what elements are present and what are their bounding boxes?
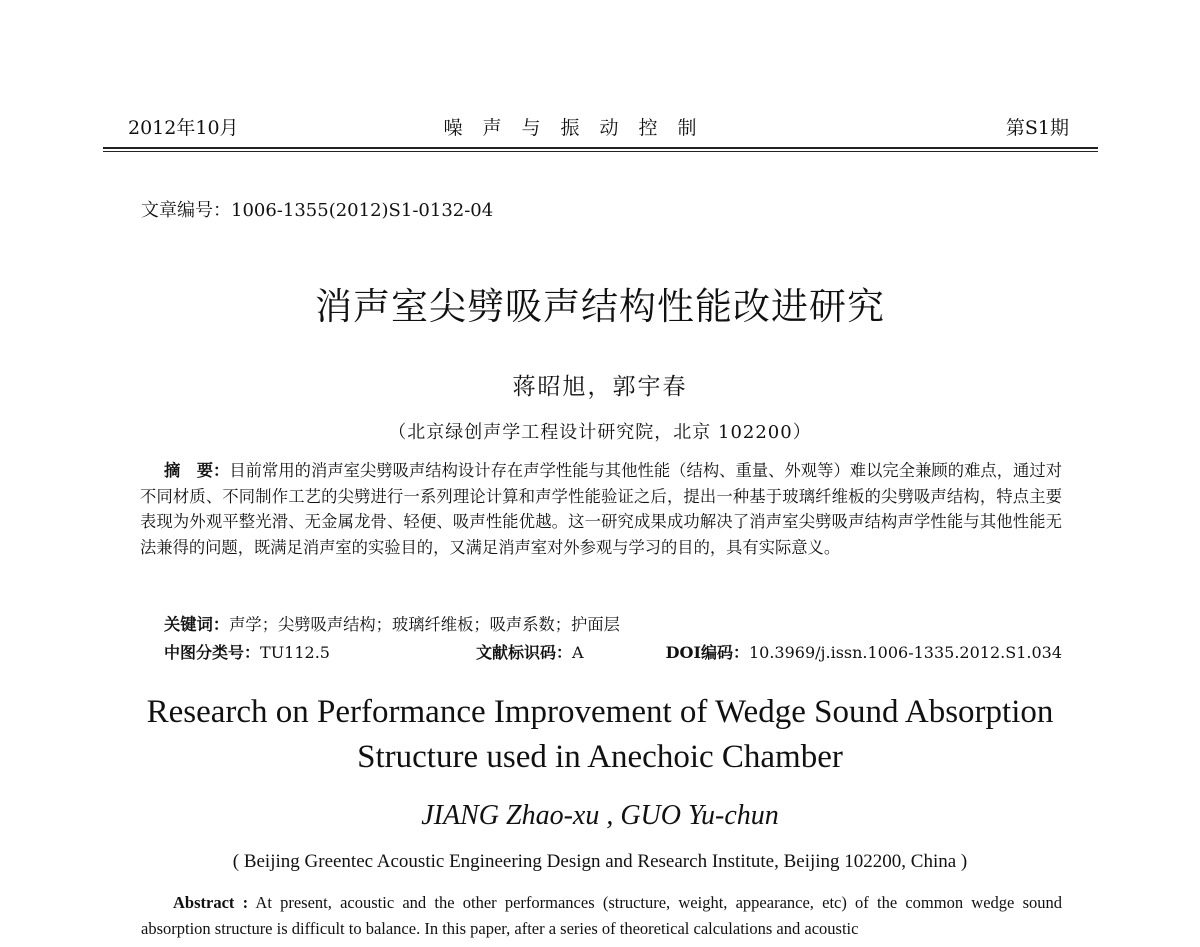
title-chinese: 消声室尖劈吸声结构性能改进研究 [315,285,885,328]
doi [666,640,1062,663]
article-number: 文章编号：1006-1355(2012)S1-0132-04 [141,200,494,221]
header-rule-thick [103,147,1098,149]
affiliation-english: ( Beijing Greentec Acoustic Engineering Design and Research Institute, Beijing 102200, China ) [232,851,968,872]
title-english-line-2: Structure used in Anechoic Chamber [357,739,843,775]
abstract-english-label: Abstract : [173,893,249,912]
authors-chinese: 蒋昭旭，郭宇春 [512,374,688,400]
doi-label: DOI编码： [665,643,749,662]
header-journal-name: 噪声与振动控制 [443,117,717,139]
keywords-text: 声学；尖劈吸声结构；玻璃纤维板；吸声系数；护面层 [229,615,620,634]
abstract-english-text: At present, acoustic and the other performances (structure, weight, appearance, etc) of the common wedge sound absorption structure is difficult to balance. In this paper, after a series of theoretical calculations and acoustic [141,893,1062,938]
abstract-chinese [140,458,1062,560]
affiliation-chinese: （北京绿创声学工程设计研究院，北京 102200） [388,422,812,443]
document-code [476,640,584,663]
document-code-value: A [572,643,584,662]
doi-value: 10.3969/j.issn.1006-1335.2012.S1.034 [748,643,1062,662]
keywords-chinese [164,611,620,635]
classification-code-value: TU112.5 [260,643,330,662]
abstract-chinese-label: 摘 要： [164,461,230,480]
classification-code-label: 中图分类号： [164,643,261,662]
keywords-label: 关键词： [164,615,230,634]
abstract-english [141,890,1062,942]
authors-english: JIANG Zhao-xu , GUO Yu-chun [421,800,779,831]
classification-code [164,640,330,663]
abstract-chinese-text: 目前常用的消声室尖劈吸声结构设计存在声学性能与其他性能（结构、重量、外观等）难以完全兼顾的难点，通过对不同材质、不同制作工艺的尖劈进行一系列理论计算和声学性能验证之后，提出一种基于玻璃纤维板的尖劈吸声结构，特点主要表现为外观平整光滑、无金属龙骨、轻便、吸声性能优越。这一研究成果成功解决了消声室尖劈吸声结构声学性能与其他性能无法兼得的问题，既满足消声室的实验目的，又满足消声室对外参观与学习的目的，具有实际意义。 [140,461,1062,557]
document-code-label: 文献标识码： [476,643,573,662]
title-english-line-1: Research on Performance Improvement of Wedge Sound Absorption [146,694,1054,730]
header-rule-thin [103,151,1098,152]
title-english [0,690,1200,780]
header-issue: 第S1期 [1005,117,1069,139]
header-date: 2012年10月 [128,117,239,139]
